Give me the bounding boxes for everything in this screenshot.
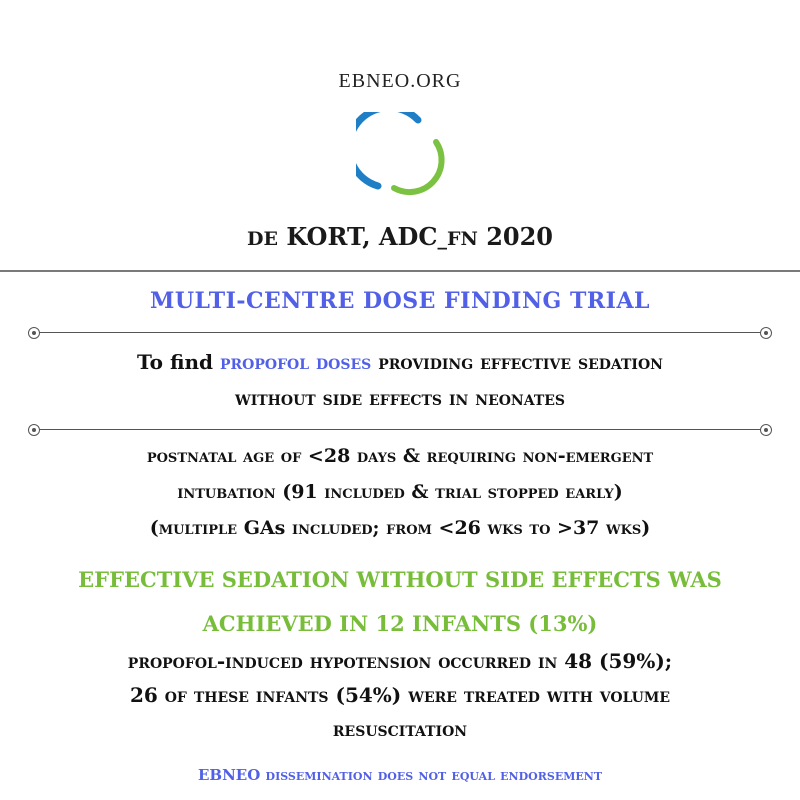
adverse-line-3: resuscitation xyxy=(332,717,468,741)
study-design: MULTI-CENTRE DOSE FINDING TRIAL xyxy=(150,288,650,314)
result-line-2: ACHIEVED IN 12 INFANTS (13%) xyxy=(202,611,598,636)
citation-year: 2020 xyxy=(486,222,553,251)
divider-curl-right xyxy=(760,327,772,339)
aim-prefix: To find xyxy=(137,350,214,374)
population-text xyxy=(0,438,800,546)
divider-curl-right xyxy=(760,424,772,436)
aim-text xyxy=(0,344,800,416)
aim-line-1 xyxy=(0,344,800,380)
divider-line xyxy=(40,429,760,430)
citation-suffix: _FN xyxy=(437,228,478,250)
divider-curl-left xyxy=(28,327,40,339)
result-text xyxy=(0,558,800,646)
population-line-3 xyxy=(0,510,800,546)
result-line-1: EFFECTIVE SEDATION WITHOUT SIDE EFFECTS WAS xyxy=(78,567,722,592)
population-line-1: postnatal age of <28 days & requiring non-emergent xyxy=(146,445,654,467)
citation-author: KORT, ADC xyxy=(286,222,438,251)
population-line-3-rest: included; from <26 wks to >37 wks) xyxy=(292,517,651,539)
citation xyxy=(0,222,800,251)
divider-line xyxy=(40,332,760,333)
aim-highlight: propofol doses xyxy=(219,350,372,374)
site-name: EBNEO.ORG xyxy=(338,70,462,92)
adverse-text xyxy=(0,644,800,746)
adverse-line-2: 26 of these infants (54%) were treated with volume xyxy=(129,683,671,707)
logo-green-arc xyxy=(394,142,442,192)
disclaimer-text: dissemination does not equal endorsement xyxy=(265,766,603,784)
citation-author-prefix: DE xyxy=(247,228,278,250)
logo-blue-arc xyxy=(356,112,418,186)
aim-line-1-rest: providing effective sedation xyxy=(378,350,663,374)
ebneo-logo-icon xyxy=(356,112,452,198)
adverse-line-1: propofol-induced hypotension occurred in 48 (59%); xyxy=(127,649,673,673)
top-rule xyxy=(0,270,800,272)
population-ga: GAs xyxy=(243,517,286,539)
population-line-3-prefix: (multiple xyxy=(149,517,238,539)
population-line-2: intubation (91 included & trial stopped early) xyxy=(177,481,623,503)
disclaimer-brand: EBNEO xyxy=(197,766,261,784)
aim-line-2: without side effects in neonates xyxy=(234,386,566,410)
disclaimer xyxy=(0,764,800,786)
divider-curl-left xyxy=(28,424,40,436)
